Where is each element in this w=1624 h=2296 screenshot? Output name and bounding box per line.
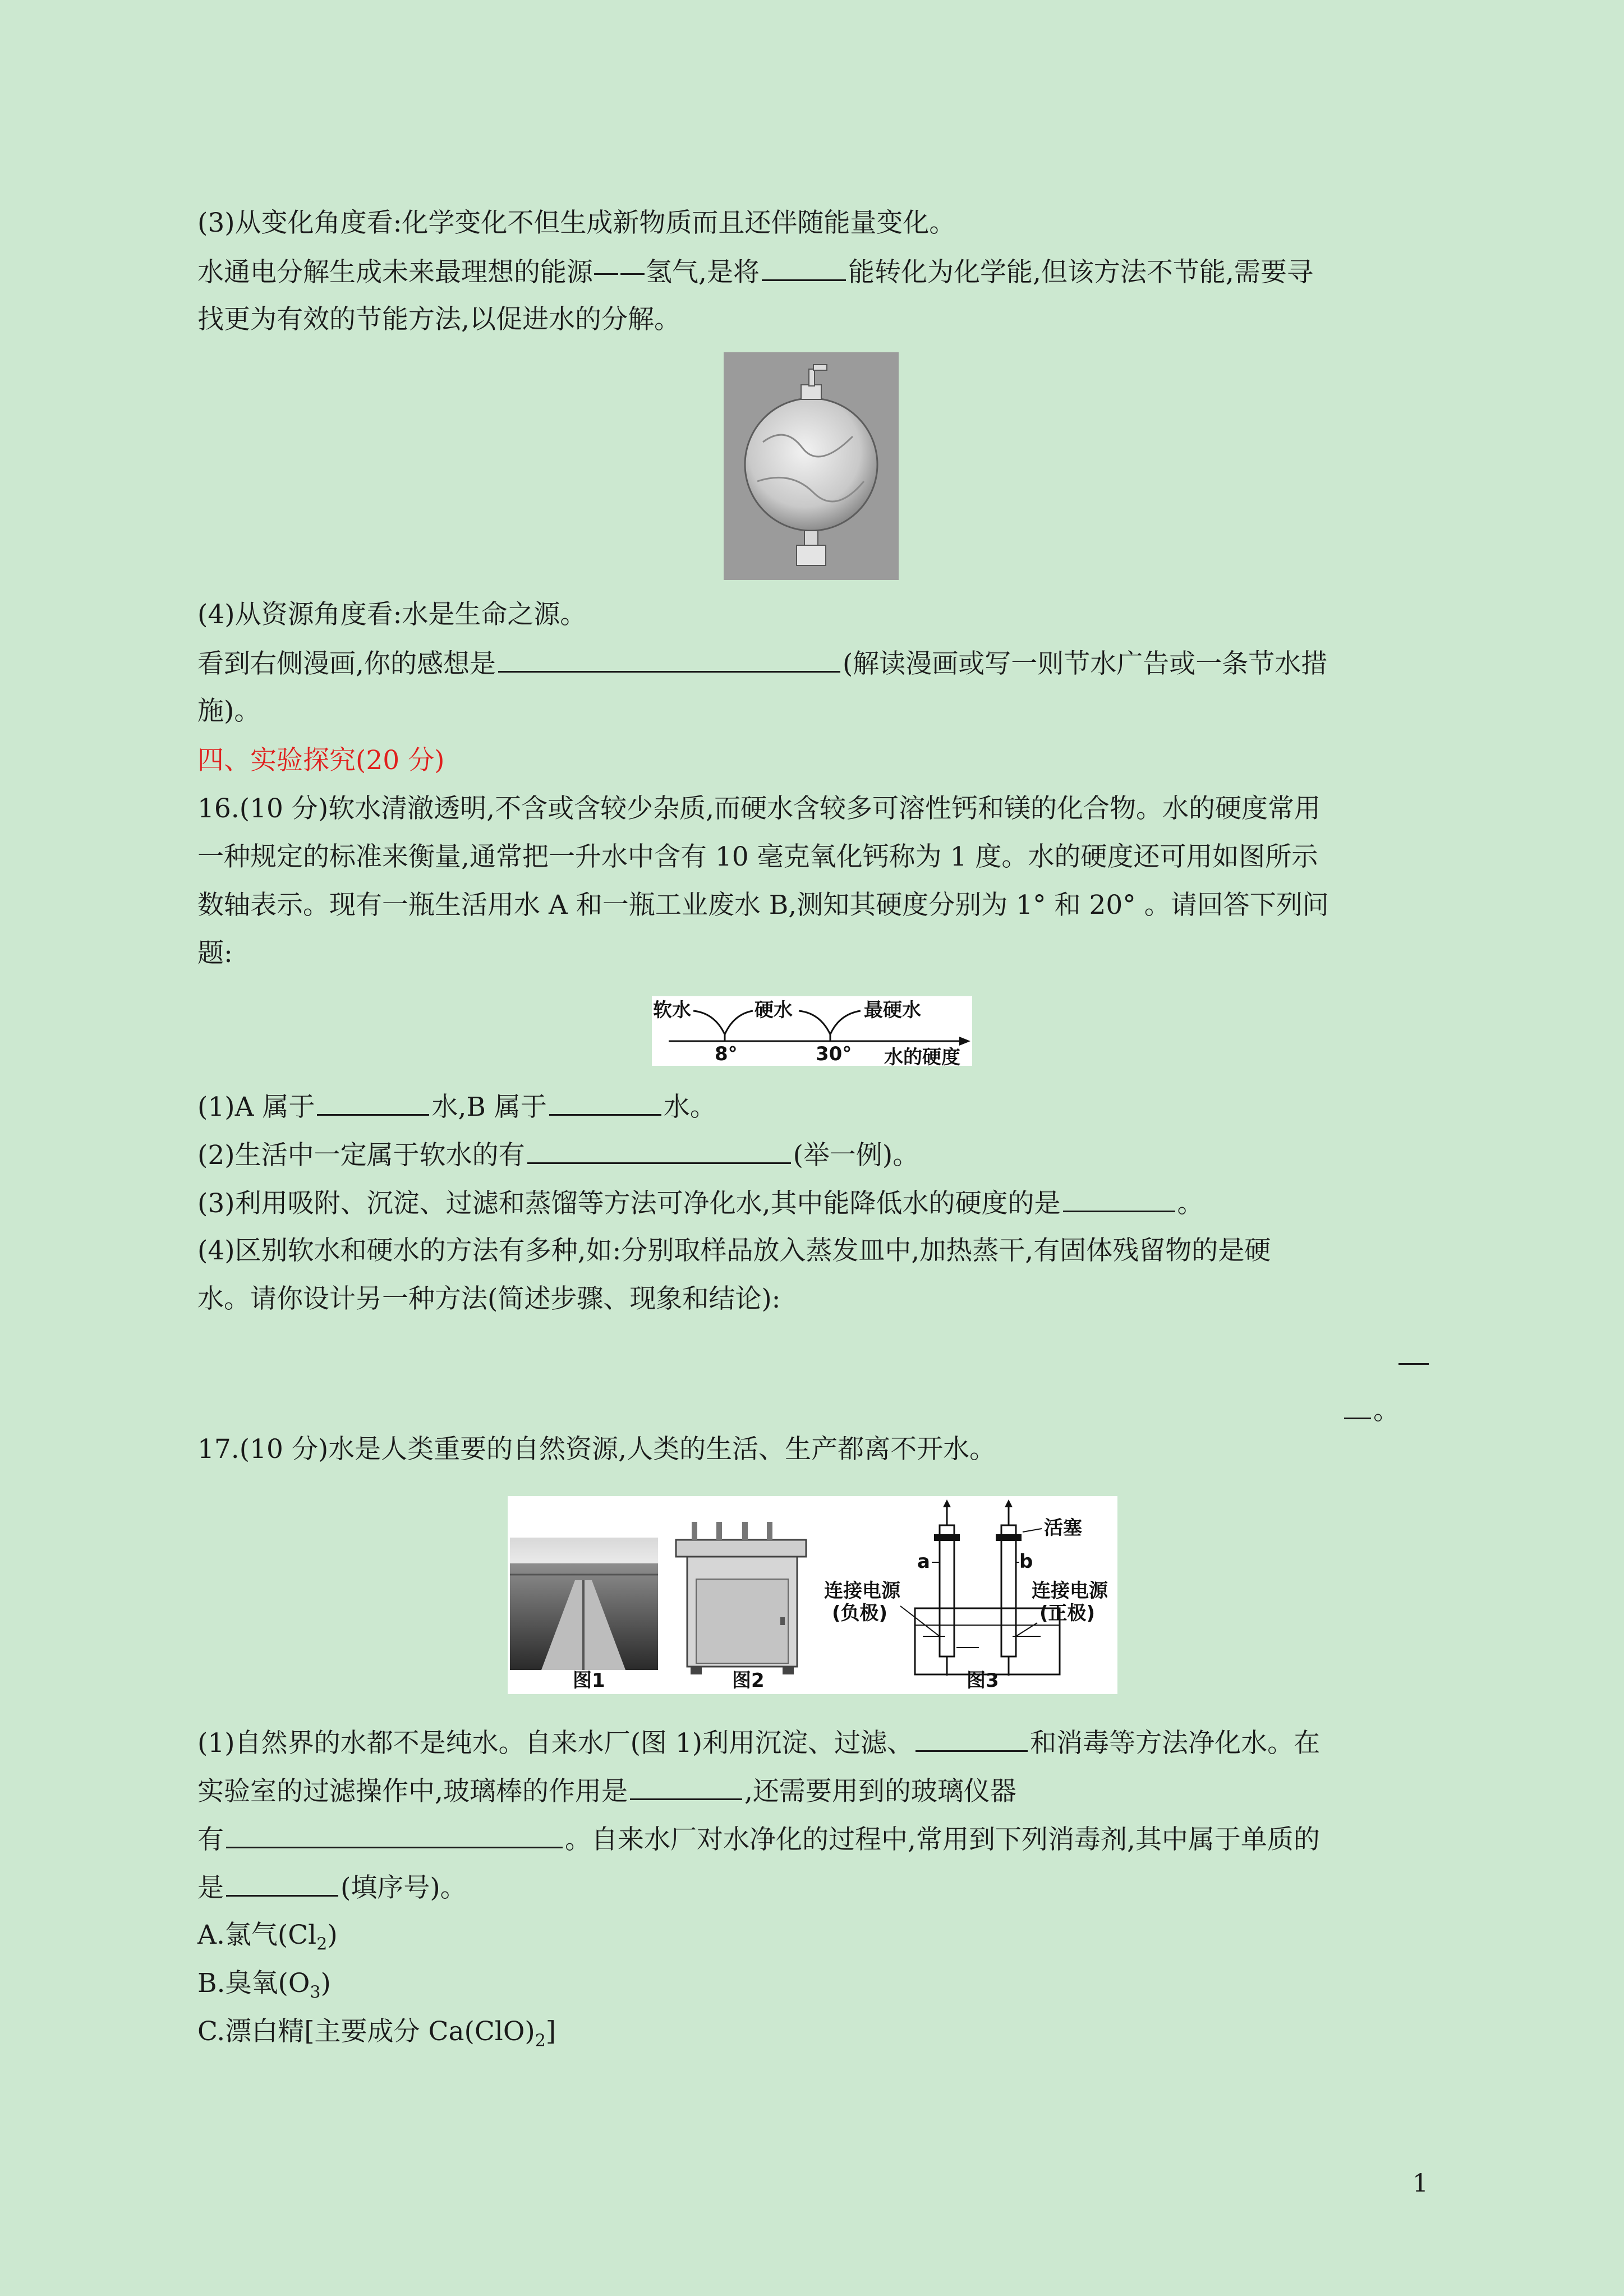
q16-line2: 一种规定的标准来衡量,通常把一升水中含有 10 毫克氧化钙称为 1 度。水的硬度还可用如图所示 — [197, 841, 1318, 872]
q16-line1: 16.(10 分)软水清澈透明,不含或含较少杂质,而硬水含较多可溶性钙和镁的化合物。水的硬度常用 — [197, 793, 1321, 824]
label-hardest: 最硬水 — [864, 999, 921, 1022]
label-soft: 软水 — [653, 999, 691, 1022]
fig1-label: 图1 — [573, 1669, 605, 1692]
neg-label: 连接电源 — [824, 1580, 900, 1602]
q15-4-line1: 看到右侧漫画,你的感想是 (解读漫画或写一则节水广告或一条节水措 — [197, 646, 1432, 681]
answer-blank[interactable] — [317, 1089, 429, 1116]
option-c: C.漂白精[主要成分 $Ca(ClO)_2$] — [197, 2016, 556, 2051]
pos-label: 连接电源 — [1032, 1580, 1108, 1602]
answer-blank[interactable] — [1344, 1396, 1371, 1419]
q16-4-line1: (4)区别软水和硬水的方法有多种,如:分别取样品放入蒸发皿中,加热蒸干,有固体残留物的是硬 — [197, 1235, 1271, 1266]
q15-3-line2: 找更为有效的节能方法,以促进水的分解。 — [197, 304, 680, 335]
q16-4-end: 。 — [1342, 1394, 1400, 1428]
q17-1-line3: 有 。自来水厂对水净化的过程中,常用到下列消毒剂,其中属于单质的 — [197, 1822, 1432, 1857]
q16-line4: 题: — [197, 938, 233, 969]
answer-blank[interactable] — [226, 1822, 563, 1848]
option-a: A.氯气$(Cl_2)$ — [197, 1920, 338, 1954]
q17-1-line2: 实验室的过滤操作中,玻璃棒的作用是 ,还需要用到的玻璃仪器 — [197, 1774, 1432, 1809]
q15-4-title: (4)从资源角度看:水是生命之源。 — [197, 599, 587, 630]
axis-label: 水的硬度 — [884, 1046, 960, 1066]
neg-label-2: (负极) — [832, 1602, 888, 1625]
answer-blank[interactable] — [1063, 1186, 1175, 1212]
answer-blank[interactable] — [762, 255, 846, 281]
q17-figure-strip — [508, 1496, 1117, 1694]
answer-blank[interactable] — [630, 1774, 742, 1800]
q16-4-line2: 水。请你设计另一种方法(简述步骤、现象和结论): — [197, 1283, 781, 1314]
tick-8: 8° — [715, 1043, 738, 1065]
pos-label-2: (正极) — [1039, 1602, 1096, 1625]
q15-3-line1: 水通电分解生成未来最理想的能源——氢气,是将 能转化为化学能,但该方法不节能,需要寻 — [197, 255, 1432, 289]
answer-blank[interactable] — [527, 1138, 791, 1164]
q16-1: (1)A 属于 水,B 属于 水。 — [197, 1089, 1432, 1124]
option-b: B.臭氧$(O_3)$ — [197, 1968, 331, 2003]
q15-3-title: (3)从变化角度看:化学变化不但生成新物质而且还伴随能量变化。 — [197, 208, 956, 238]
q16-line3: 数轴表示。现有一瓶生活用水 A 和一瓶工业废水 B,测知其硬度分别为 1° 和 20° 。请回答下列问 — [197, 890, 1329, 921]
q15-4-line2: 施)。 — [197, 696, 261, 726]
section-title: 四、实验探究(20 分) — [197, 745, 445, 776]
q16-3: (3)利用吸附、沉淀、过滤和蒸馏等方法可净化水,其中能降低水的硬度的是 。 — [197, 1186, 1432, 1221]
fig2-label: 图2 — [732, 1669, 765, 1692]
electrode-a: a — [917, 1550, 930, 1573]
answer-blank[interactable] — [226, 1870, 338, 1897]
electrode-b: b — [1019, 1550, 1033, 1573]
answer-blank[interactable] — [498, 646, 840, 673]
q17-1-line4: 是 (填序号)。 — [197, 1870, 1432, 1905]
q17-1-line1: (1)自然界的水都不是纯水。自来水厂(图 1)利用沉淀、过滤、 和消毒等方法净化水。在 — [197, 1726, 1432, 1760]
q17-line1: 17.(10 分)水是人类重要的自然资源,人类的生活、生产都离不开水。 — [197, 1434, 996, 1465]
valve-label: 活塞 — [1044, 1517, 1082, 1539]
tick-30: 30° — [816, 1043, 852, 1065]
water-globe-image — [724, 352, 899, 580]
fig3-label: 图3 — [967, 1669, 999, 1692]
q16-2: (2)生活中一定属于软水的有 (举一例)。 — [197, 1138, 1432, 1172]
answer-line[interactable] — [1398, 1363, 1429, 1365]
answer-blank[interactable] — [549, 1089, 661, 1116]
page-number: 1 — [1413, 2169, 1428, 2198]
answer-blank[interactable] — [915, 1726, 1028, 1752]
hardness-number-line — [652, 996, 972, 1066]
label-hard: 硬水 — [755, 999, 793, 1022]
